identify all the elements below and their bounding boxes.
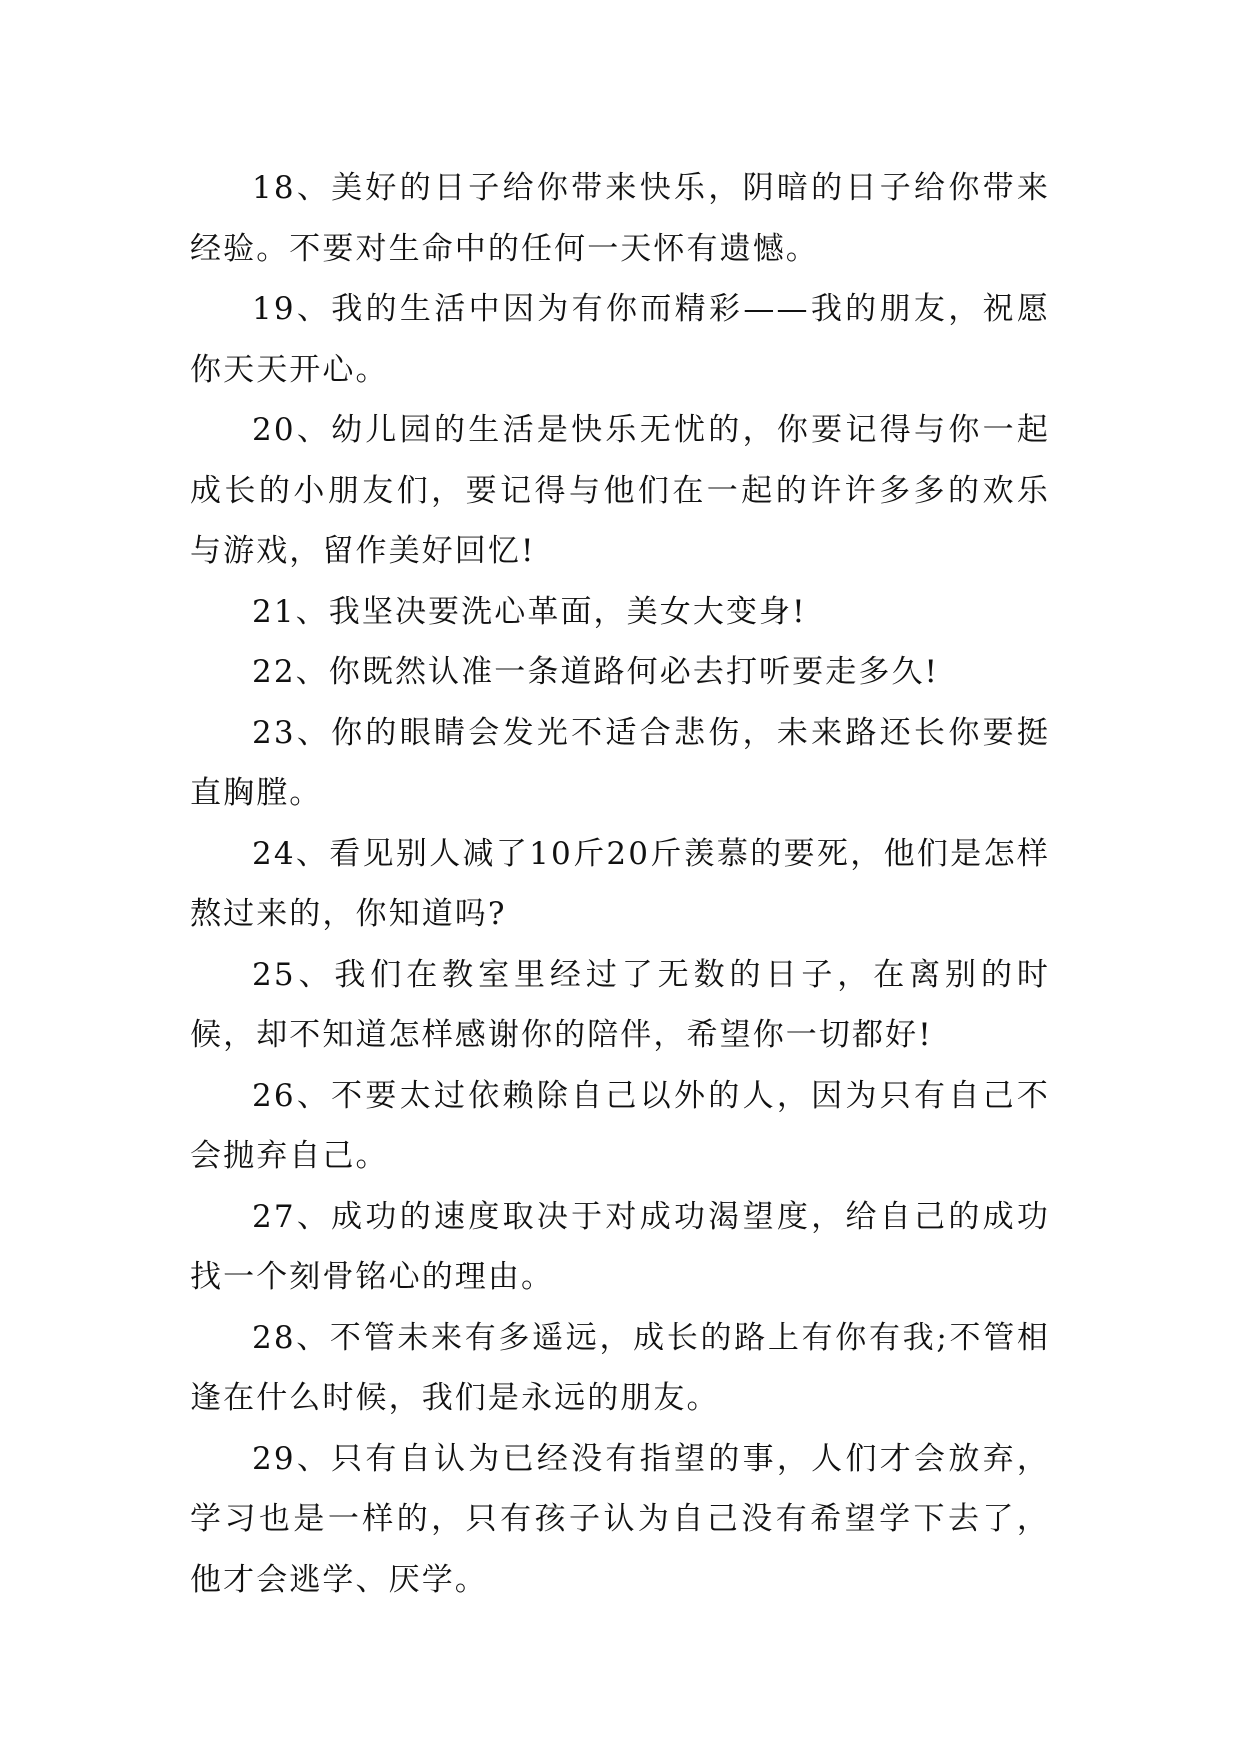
paragraph-26: 26、不要太过依赖除自己以外的人，因为只有自己不会抛弃自己。	[190, 1077, 1050, 1174]
paragraph-20: 20、幼儿园的生活是快乐无忧的，你要记得与你一起成长的小朋友们，要记得与他们在一起的许许多多的欢乐与游戏，留作美好回忆!	[190, 412, 1050, 569]
paragraph-29: 29、只有自认为已经没有指望的事，人们才会放弃，学习也是一样的，只有孩子认为自己没有希望学下去了，他才会逃学、厌学。	[190, 1440, 1050, 1598]
paragraph-19: 19、我的生活中因为有你而精彩——我的朋友，祝愿你天天开心。	[190, 291, 1050, 388]
paragraph-18: 18、美好的日子给你带来快乐，阴暗的日子给你带来经验。不要对生命中的任何一天怀有遗憾。	[190, 170, 1050, 267]
document-body	[190, 158, 1050, 1610]
paragraph-23: 23、你的眼睛会发光不适合悲伤，未来路还长你要挺直胸膛。	[190, 714, 1050, 811]
paragraph-27: 27、成功的速度取决于对成功渴望度，给自己的成功找一个刻骨铭心的理由。	[190, 1198, 1050, 1295]
paragraph-24: 24、看见别人减了10斤20斤羡慕的要死，他们是怎样熬过来的，你知道吗?	[190, 835, 1050, 932]
paragraph-22: 22、你既然认准一条道路何必去打听要走多久!	[252, 654, 940, 690]
paragraph-25: 25、我们在教室里经过了无数的日子，在离别的时候，却不知道怎样感谢你的陪伴，希望你一切都好!	[190, 956, 1050, 1053]
paragraph-28: 28、不管未来有多遥远，成长的路上有你有我;不管相逢在什么时候，我们是永远的朋友。	[190, 1319, 1050, 1416]
paragraph-21: 21、我坚决要洗心革面，美女大变身!	[252, 593, 807, 630]
